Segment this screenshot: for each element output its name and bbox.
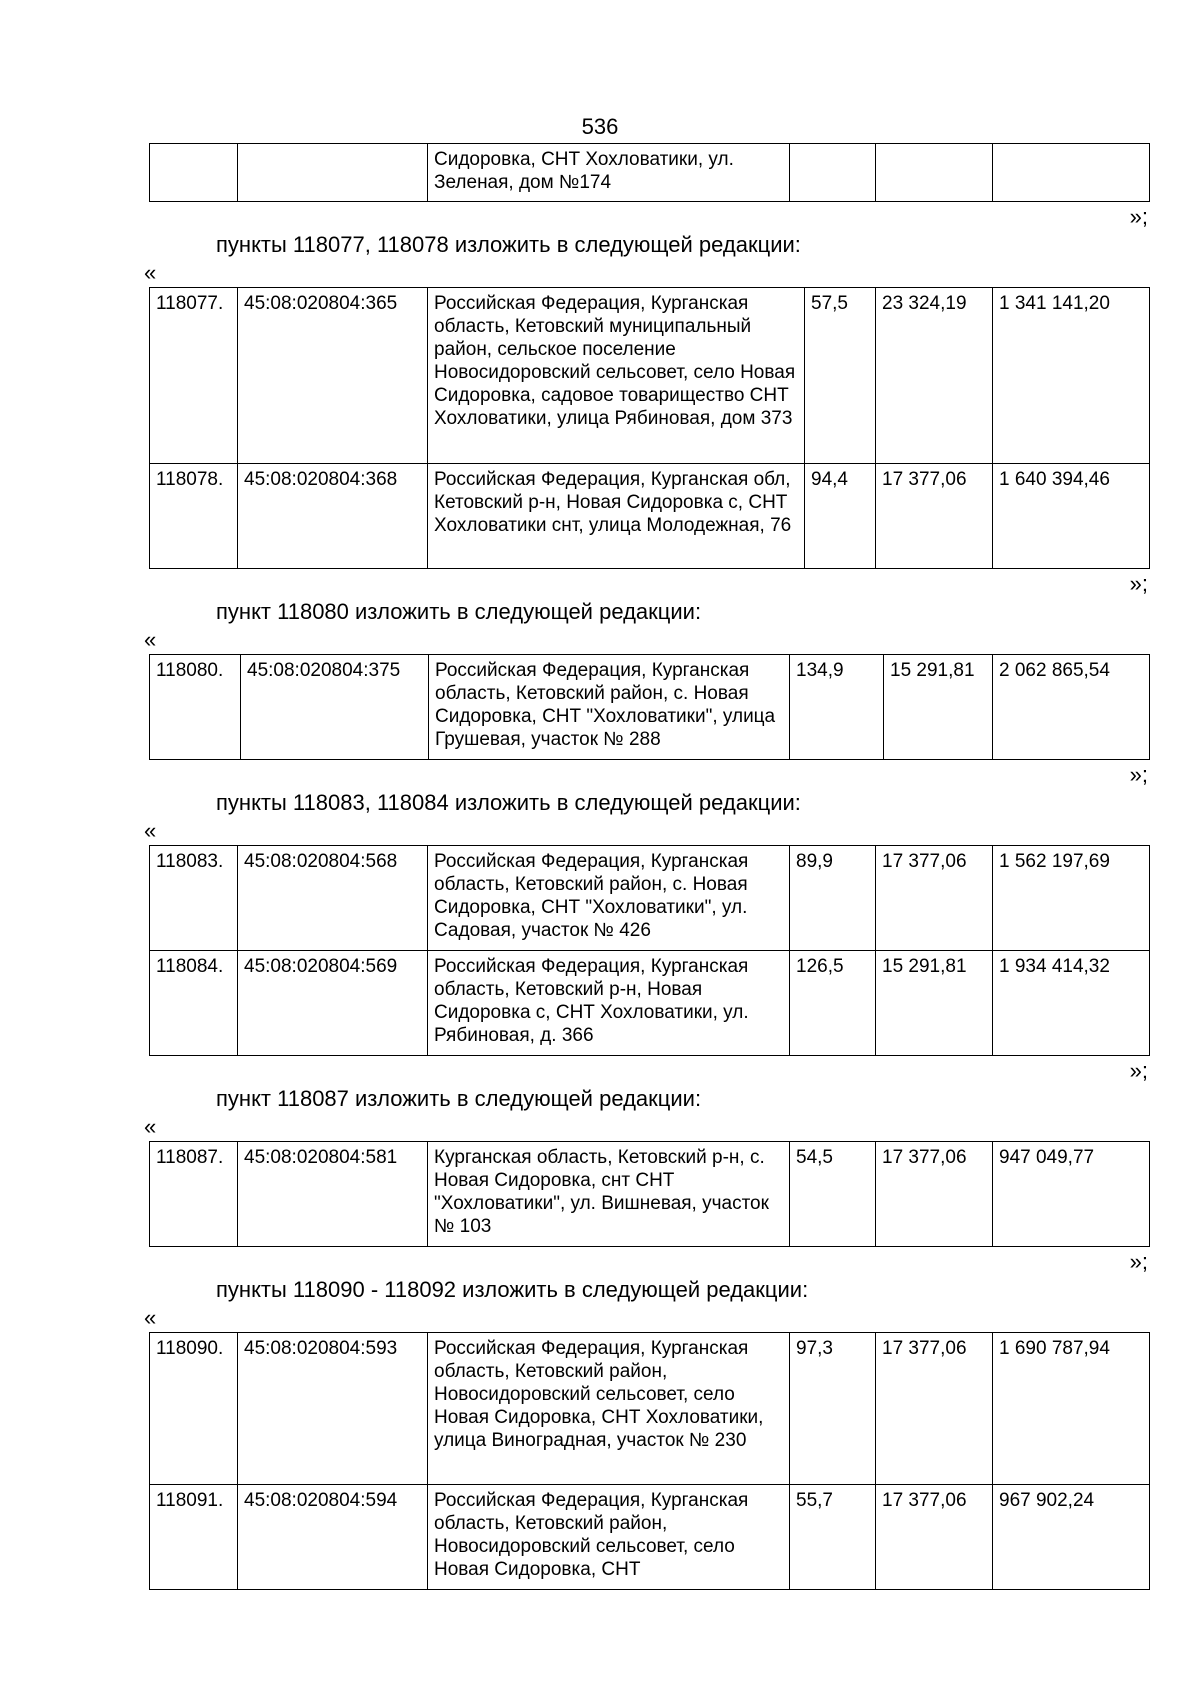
cell-address: Российская Федерация, Курганская область, Кетовский район, с. Новая Сидоровка, СНТ "Хохловатики", ул. Садовая, участок № 426: [428, 846, 790, 951]
registry-table: [149, 287, 1150, 569]
cell-cadastral: 45:08:020804:581: [238, 1142, 428, 1247]
cell-area: 94,4: [805, 464, 876, 569]
instruction-text: пункт 118087 изложить в следующей редакции:: [216, 1086, 702, 1111]
cell-number: 118084.: [150, 951, 238, 1056]
opening-quote: «: [144, 818, 157, 843]
cell-value: 1 562 197,69: [993, 846, 1150, 951]
cell-area: 54,5: [790, 1142, 876, 1247]
registry-table: [149, 1332, 1150, 1590]
cell-cadastral: 45:08:020804:594: [238, 1485, 428, 1590]
cell-address: Российская Федерация, Курганская область, Кетовский муниципальный район, сельское поселение Новосидоровский сельсовет, село Новая Сидоровка, садовое товарищество СНТ Хохловатики, улица Рябиновая, дом 373: [428, 288, 805, 464]
cell-area: 89,9: [790, 846, 876, 951]
cell-area: 126,5: [790, 951, 876, 1056]
cell-area: 55,7: [790, 1485, 876, 1590]
closing-quote: »;: [1129, 1058, 1148, 1083]
cell-address: Российская Федерация, Курганская область, Кетовский район, с. Новая Сидоровка, СНТ "Хохловатики", улица Грушевая, участок № 288: [429, 655, 790, 760]
closing-quote: »;: [1129, 762, 1148, 787]
cell-number: 118083.: [150, 846, 238, 951]
cell-number: 118080.: [150, 655, 241, 760]
cell-address: Сидоровка, СНТ Хохловатики, ул. Зеленая, дом №174: [428, 144, 790, 202]
cell-rate: 17 377,06: [876, 1333, 993, 1485]
cell-number: 118087.: [150, 1142, 238, 1247]
cell-cadastral: 45:08:020804:593: [238, 1333, 428, 1485]
cell-cadastral: [238, 144, 428, 202]
table-row: [150, 144, 1150, 202]
cell-rate: 17 377,06: [876, 846, 993, 951]
registry-table: [149, 845, 1150, 1056]
cell-number: 118090.: [150, 1333, 238, 1485]
cell-rate: 15 291,81: [876, 951, 993, 1056]
table-row: [150, 1485, 1150, 1590]
instruction-text: пункты 118077, 118078 изложить в следующей редакции:: [216, 232, 801, 257]
cell-value: [993, 144, 1150, 202]
cell-cadastral: 45:08:020804:375: [241, 655, 429, 760]
cell-value: 1 690 787,94: [993, 1333, 1150, 1485]
cell-rate: 23 324,19: [876, 288, 993, 464]
closing-quote: »;: [1129, 1249, 1148, 1274]
closing-quote: »;: [1129, 571, 1148, 596]
opening-quote: «: [144, 1114, 157, 1139]
table-row: [150, 951, 1150, 1056]
cell-area: 97,3: [790, 1333, 876, 1485]
cell-address: Российская Федерация, Курганская обл, Кетовский р-н, Новая Сидоровка с, СНТ Хохловатики снт, улица Молодежная, 76: [428, 464, 805, 569]
cell-area: [790, 144, 876, 202]
cell-rate: [876, 144, 993, 202]
cell-number: 118078.: [150, 464, 238, 569]
cell-value: 1 341 141,20: [993, 288, 1150, 464]
cell-area: 57,5: [805, 288, 876, 464]
instruction-text: пункты 118083, 118084 изложить в следующей редакции:: [216, 790, 801, 815]
cell-address: Курганская область, Кетовский р-н, с. Новая Сидоровка, снт СНТ "Хохловатики", ул. Вишневая, участок № 103: [428, 1142, 790, 1247]
cell-address: Российская Федерация, Курганская область, Кетовский район, Новосидоровский сельсовет, село Новая Сидоровка, СНТ Хохловатики, улица Виноградная, участок № 230: [428, 1333, 790, 1485]
cell-cadastral: 45:08:020804:568: [238, 846, 428, 951]
cell-rate: 17 377,06: [876, 1485, 993, 1590]
opening-quote: «: [144, 260, 157, 285]
cell-cadastral: 45:08:020804:365: [238, 288, 428, 464]
registry-table: [149, 143, 1150, 202]
cell-rate: 15 291,81: [884, 655, 993, 760]
cell-value: 1 934 414,32: [993, 951, 1150, 1056]
table-row: [150, 846, 1150, 951]
page-number: 536: [581, 114, 619, 139]
cell-address: Российская Федерация, Курганская область, Кетовский р-н, Новая Сидоровка с, СНТ Хохловатики, ул. Рябиновая, д. 366: [428, 951, 790, 1056]
cell-area: 134,9: [790, 655, 884, 760]
opening-quote: «: [144, 627, 157, 652]
instruction-text: пункт 118080 изложить в следующей редакции:: [216, 599, 702, 624]
instruction-text: пункты 118090 - 118092 изложить в следующей редакции:: [216, 1277, 809, 1302]
cell-cadastral: 45:08:020804:368: [238, 464, 428, 569]
cell-number: 118091.: [150, 1485, 238, 1590]
cell-cadastral: 45:08:020804:569: [238, 951, 428, 1056]
cell-value: 947 049,77: [993, 1142, 1150, 1247]
table-row: [150, 288, 1150, 464]
cell-value: 2 062 865,54: [993, 655, 1150, 760]
table-row: [150, 464, 1150, 569]
opening-quote: «: [144, 1305, 157, 1330]
table-row: [150, 1142, 1150, 1247]
cell-address: Российская Федерация, Курганская область, Кетовский район, Новосидоровский сельсовет, село Новая Сидоровка, СНТ: [428, 1485, 790, 1590]
registry-table: [149, 654, 1150, 760]
table-row: [150, 655, 1150, 760]
cell-rate: 17 377,06: [876, 1142, 993, 1247]
cell-number: [150, 144, 238, 202]
table-row: [150, 1333, 1150, 1485]
cell-rate: 17 377,06: [876, 464, 993, 569]
closing-quote: »;: [1129, 204, 1148, 229]
cell-number: 118077.: [150, 288, 238, 464]
registry-table: [149, 1141, 1150, 1247]
cell-value: 1 640 394,46: [993, 464, 1150, 569]
cell-value: 967 902,24: [993, 1485, 1150, 1590]
